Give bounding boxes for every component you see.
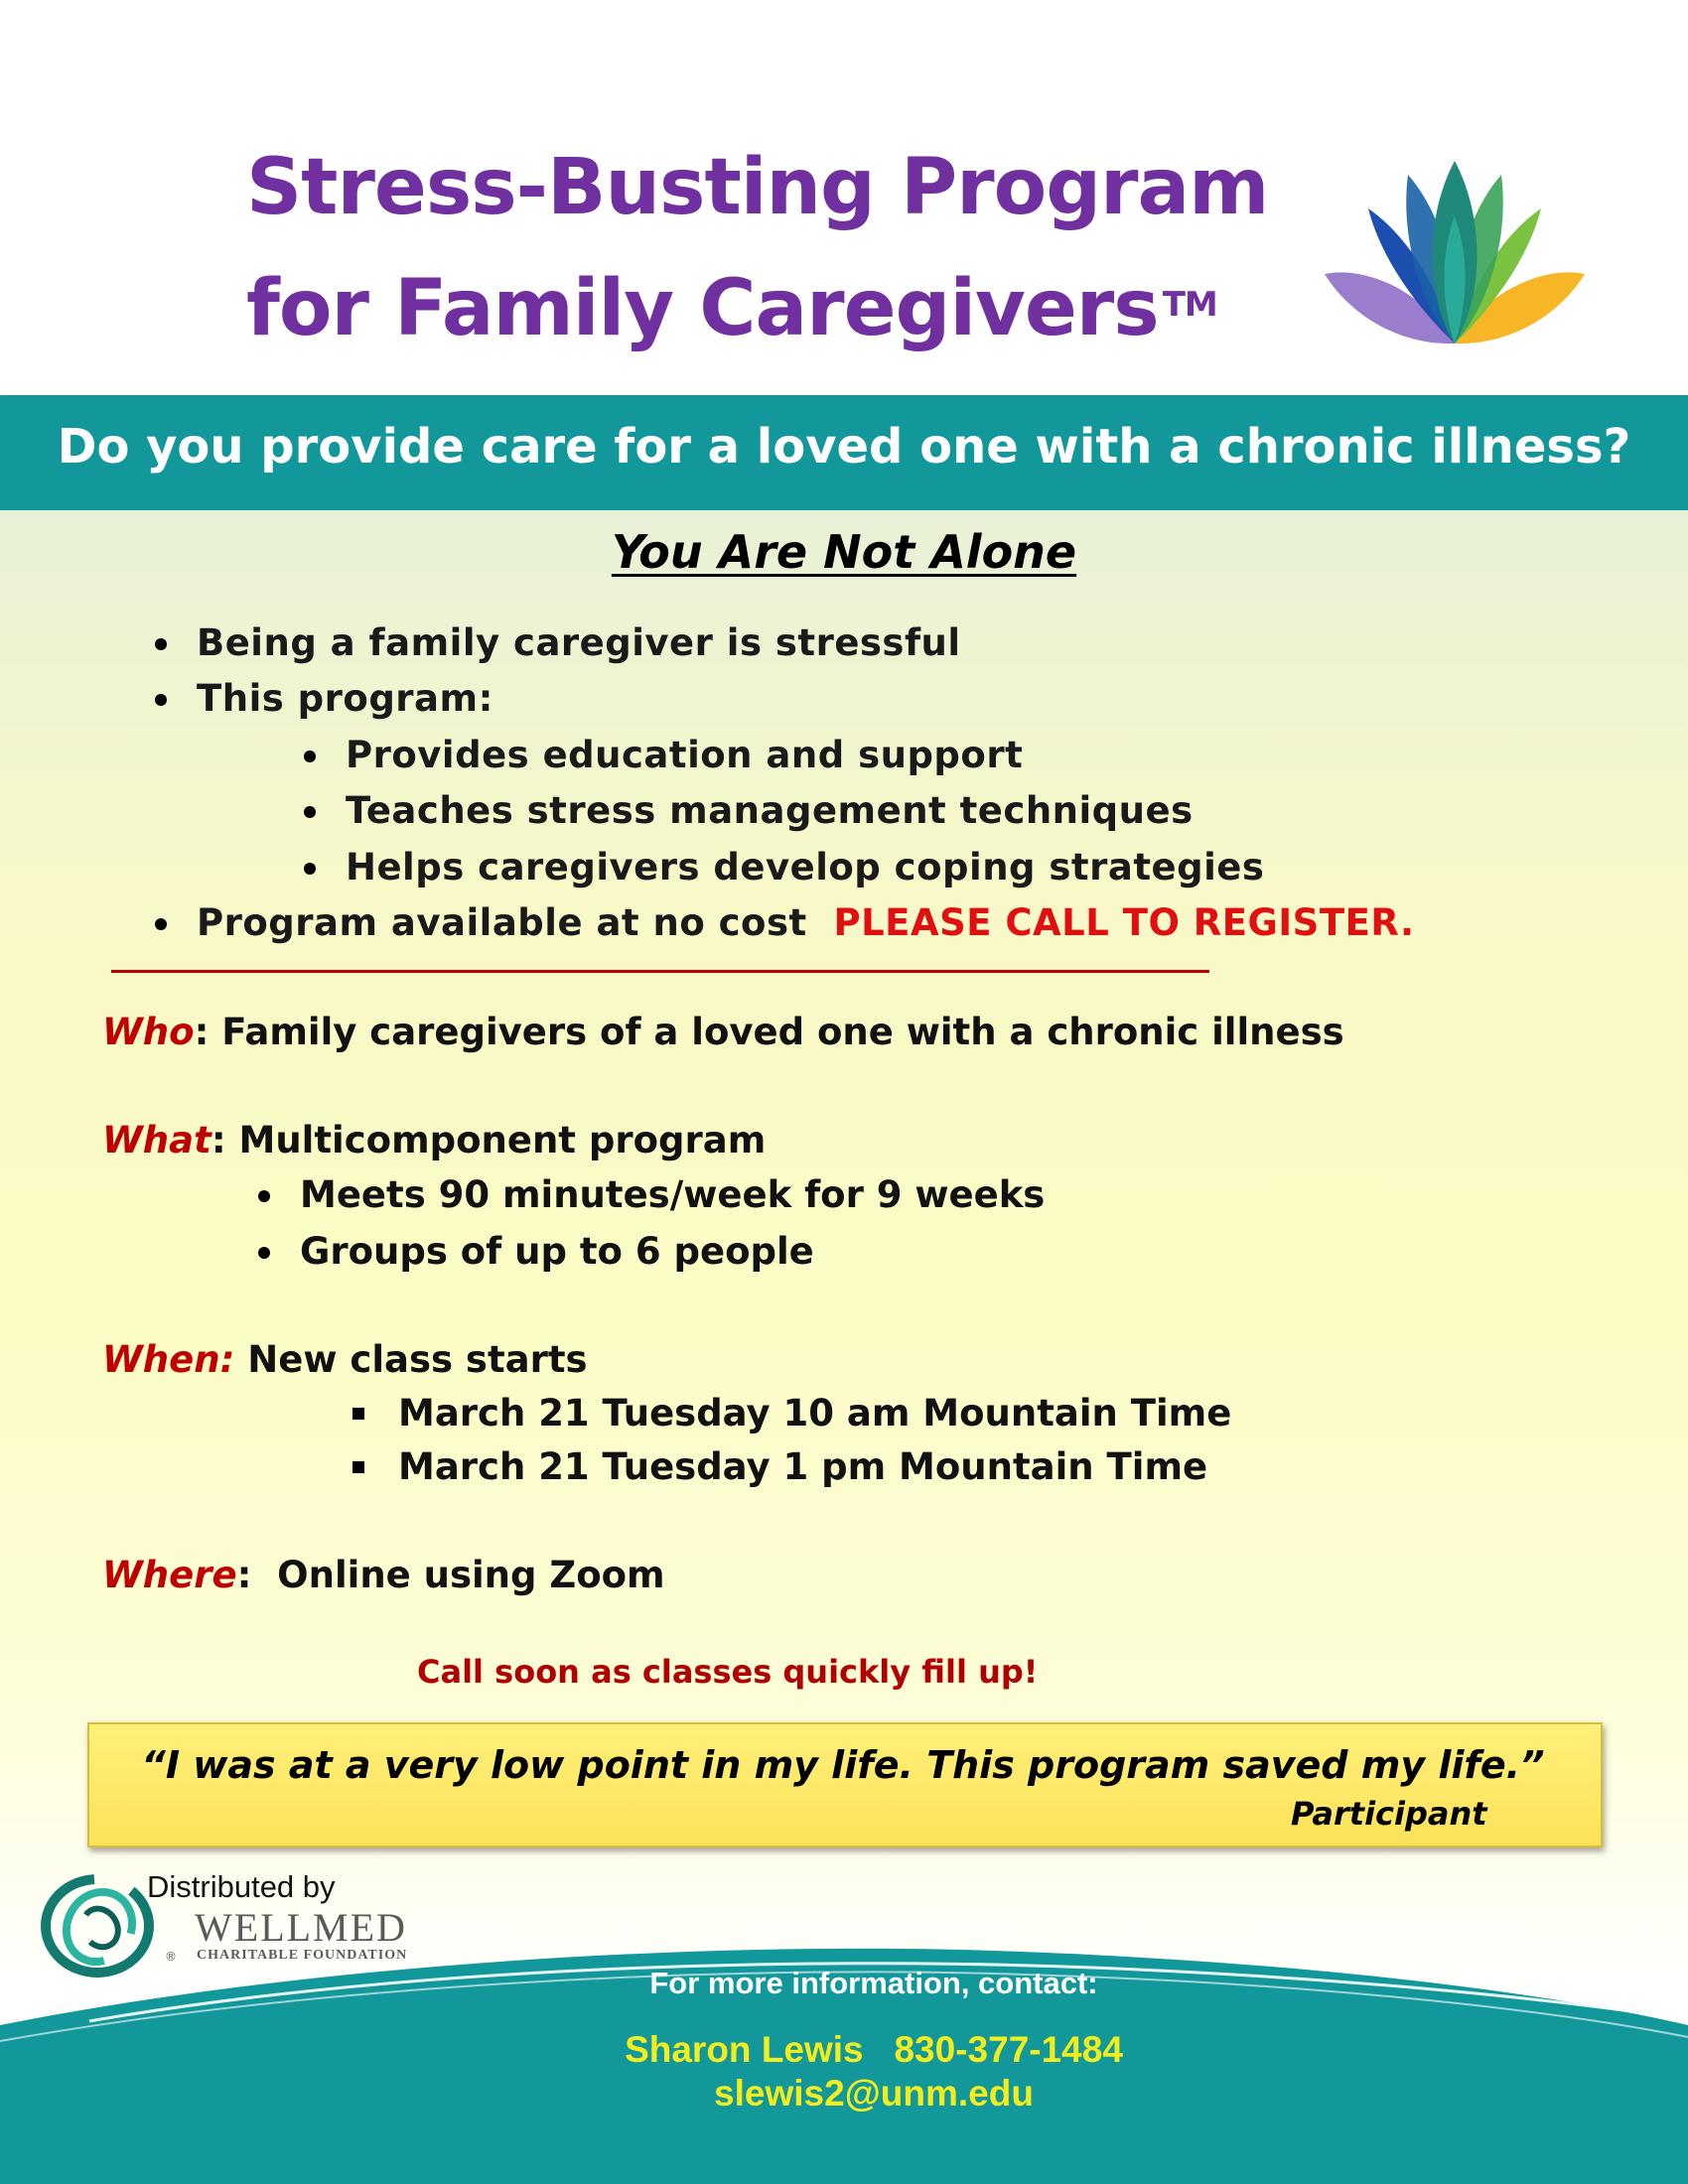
what-line: What: Multicomponent program bbox=[102, 1119, 767, 1161]
sub-bullet-2: Teaches stress management techniques bbox=[346, 787, 1194, 835]
contact-name-phone bbox=[0, 2028, 1688, 2072]
sub-bullet-1: Provides education and support bbox=[346, 732, 1023, 779]
where-line: Where: Online using Zoom bbox=[102, 1554, 665, 1596]
subheading: You Are Not Alone bbox=[611, 525, 1077, 579]
what-item-1: Meets 90 minutes/week for 9 weeks bbox=[300, 1171, 1045, 1219]
who-text: Family caregivers of a loved one with a chronic illness bbox=[221, 1011, 1344, 1053]
distributed-by-label: Distributed by bbox=[147, 1869, 336, 1904]
title-line-1: Stress-Busting Program bbox=[246, 143, 1269, 232]
when-line bbox=[102, 1336, 588, 1384]
contact-phone[interactable]: 830-377-1484 bbox=[894, 2029, 1123, 2070]
what-text: Multicomponent program bbox=[238, 1119, 767, 1161]
intro-bullet-2: This program: bbox=[197, 675, 493, 723]
what-item-2: Groups of up to 6 people bbox=[300, 1228, 814, 1276]
trademark-symbol: TM bbox=[1162, 285, 1217, 325]
intro-bullet-3: Program available at no cost PLEASE CALL TO REGISTER. bbox=[197, 899, 1415, 947]
what-label: What bbox=[102, 1119, 211, 1161]
when-label: When: bbox=[102, 1338, 235, 1381]
where-label: Where bbox=[102, 1554, 237, 1596]
when-item-1: March 21 Tuesday 10 am Mountain Time bbox=[398, 1390, 1231, 1437]
contact-name: Sharon Lewis bbox=[625, 2029, 864, 2070]
sub-bullet-3: Helps caregivers develop coping strategies bbox=[346, 844, 1264, 891]
title-line-2: for Family Caregivers ™ bbox=[246, 264, 1217, 353]
register-cta: PLEASE CALL TO REGISTER. bbox=[833, 901, 1415, 944]
registered-mark: ® bbox=[165, 1950, 177, 1964]
intro-bullet-1: Being a family caregiver is stressful bbox=[197, 619, 961, 667]
when-text: New class starts bbox=[247, 1338, 588, 1381]
urgency-note: Call soon as classes quickly fill up! bbox=[417, 1653, 1039, 1691]
distributor-name: WELLMED bbox=[195, 1905, 407, 1950]
banner-question: Do you provide care for a loved one with a chronic illness? bbox=[57, 419, 1631, 475]
when-item-2: March 21 Tuesday 1 pm Mountain Time bbox=[398, 1443, 1207, 1491]
contact-email[interactable]: slewis2@unm.edu bbox=[714, 2073, 1034, 2114]
section-divider bbox=[111, 970, 1209, 973]
lotus-flower-icon bbox=[1321, 157, 1589, 355]
contact-intro: For more information, contact: bbox=[649, 1966, 1098, 2000]
distributor-subtitle: CHARITABLE FOUNDATION bbox=[197, 1948, 408, 1963]
who-label: Who bbox=[102, 1011, 195, 1053]
testimonial-attribution: Participant bbox=[1291, 1795, 1487, 1833]
who-line: Who: Family caregivers of a loved one with a chronic illness bbox=[102, 1011, 1344, 1053]
where-text: Online using Zoom bbox=[277, 1554, 665, 1596]
testimonial-quote: “I was at a very low point in my life. This program saved my life.” bbox=[141, 1743, 1545, 1787]
